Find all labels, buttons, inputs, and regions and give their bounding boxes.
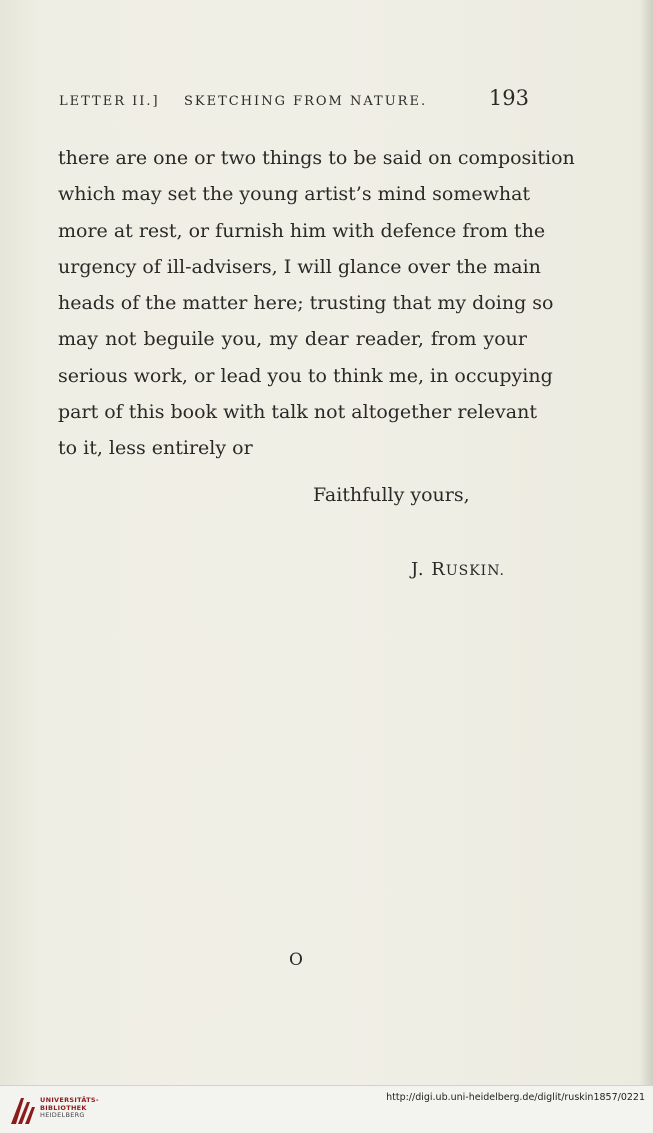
header-letter-label: LETTER II.] <box>59 94 160 109</box>
text-line: urgency of ill-advisers, I will glance over the main <box>58 255 541 278</box>
signature <box>411 559 505 580</box>
body-paragraph <box>58 140 575 467</box>
text-line: which may set the young artist’s mind somewhat <box>58 183 531 206</box>
page-number: 193 <box>488 86 529 110</box>
text-line: may not beguile you, my dear reader, from your <box>58 328 527 351</box>
library-name-line2: BIBLIOTHEK <box>40 1103 87 1112</box>
text-line: there are one or two things to be said on composition <box>58 147 575 169</box>
closing-salutation: Faithfully yours, <box>313 484 470 506</box>
source-url-link[interactable]: http://digi.ub.uni-heidelberg.de/diglit/ruskin1857/0221 <box>386 1092 645 1103</box>
library-name-line1: UNIVERSITÄTS- <box>40 1096 99 1104</box>
text-line: serious work, or lead you to think me, in occupying <box>58 364 553 387</box>
library-logo-icon <box>8 1094 36 1126</box>
text-line: heads of the matter here; trusting that my doing so <box>58 292 554 315</box>
signature-rest: USKIN. <box>445 563 506 579</box>
header-title: SKETCHING FROM NATURE. <box>184 94 428 109</box>
text-line: to it, less entirely or <box>58 437 253 460</box>
signature-initial: J. R <box>411 559 446 580</box>
library-name-line3: HEIDELBERG <box>40 1111 85 1119</box>
running-header <box>59 86 529 116</box>
text-line: part of this book with talk not altogether relevant <box>58 401 537 424</box>
text-line: more at rest, or furnish him with defence from the <box>58 219 546 242</box>
signature-mark: O <box>289 950 303 970</box>
library-name <box>40 1097 99 1120</box>
digitization-footer <box>0 1085 653 1133</box>
page-gutter-shadow <box>639 0 653 1085</box>
